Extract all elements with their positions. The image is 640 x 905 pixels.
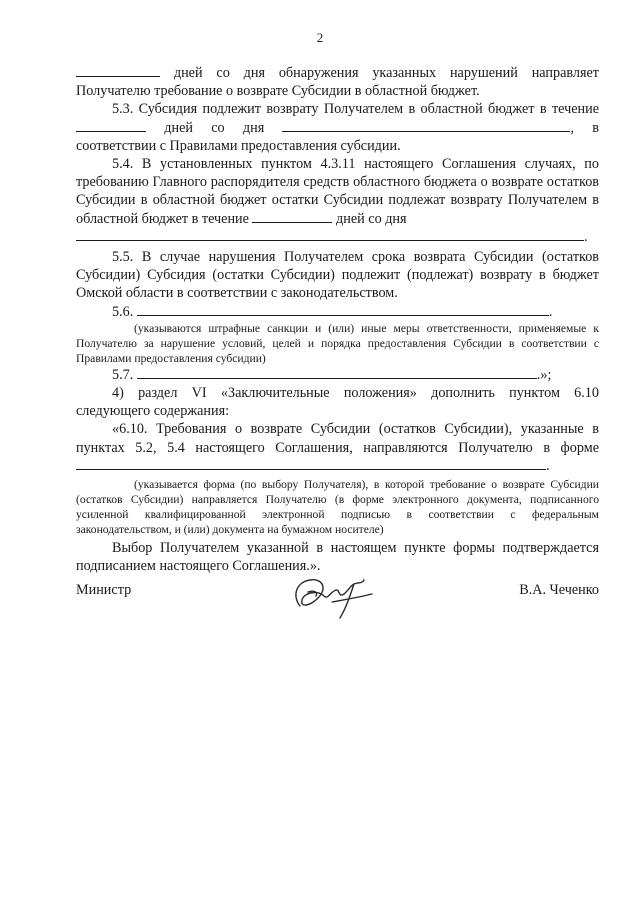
paragraph-form-choice: Выбор Получателем указанной в настоящем пункте формы подтверждается подписанием настоящего Соглашения.». <box>76 540 599 575</box>
blank-field <box>76 457 546 470</box>
paragraph-deadline-notice: дней со дня обнаружения указанных нарушений направляет Получателю требование о возврате Субсидии в областной бюджет. <box>76 65 599 100</box>
paragraph-5-5: 5.5. В случае нарушения Получателем срока возврата Субсидии (остатков Субсидии) Субсидия (остатки Субсидии) подлежит (подлежат) возврату в бюджет Омской области в соответствии с законодательством. <box>76 249 599 302</box>
blank-field <box>137 366 537 379</box>
note-5-6: (указываются штрафные санкции и (или) иные меры ответственности, применяемые к Получателю за нарушение условий, целей и порядка предоставления Субсидии в соответствии с Правилами предоставления субсидии) <box>76 321 599 365</box>
paragraph-5-7: 5.7. .»; <box>112 366 552 383</box>
paragraph-5-3: 5.3. Субсидия подлежит возврату Получателем в областной бюджет в течение дней со дня , в соответствии с Правилами предоставления субсидии. <box>76 101 599 154</box>
blank-field <box>76 119 146 132</box>
signature-block <box>76 580 599 640</box>
handwritten-signature <box>288 572 378 624</box>
note-6-10: (указывается форма (по выбору Получателя), в которой требование о возврате Субсидии (остатков Субсидии) направляется Получателю (в форме электронного документа, подписанного усиленной квалифицированной электронной подписью в соответствии с федеральным законодательством, и (или) документа на бумажном носителе) <box>76 478 599 537</box>
paragraph-6-10: «6.10. Требования о возврате Субсидии (остатков Субсидии), указанные в пунктах 5.2, 5.4 настоящего Соглашения, направляются Получателю в форме. <box>76 421 599 474</box>
paragraph-5-6: 5.6. . <box>112 303 553 320</box>
blank-field <box>252 210 332 223</box>
signatory-role: Министр <box>76 582 132 598</box>
blank-field <box>282 119 570 132</box>
blank-field <box>76 228 584 241</box>
page-number: 2 <box>316 30 324 45</box>
paragraph-4-section-vi: 4) раздел VI «Заключительные положения» дополнить пунктом 6.10 следующего содержания: <box>76 385 599 420</box>
blank-field <box>137 303 549 316</box>
document-body <box>76 64 599 575</box>
blank-field <box>76 64 160 77</box>
paragraph-5-4: 5.4. В установленных пунктом 4.3.11 настоящего Соглашения случаях, по требованию Главного распорядителя средств областного бюджета о возврате остатков Субсидии в областной бюджет остатки Субсидии подлежат возврату Получателем в областной бюджет в течение дней со дня . <box>76 156 599 245</box>
signatory-name: В.А. Чеченко <box>519 582 599 598</box>
